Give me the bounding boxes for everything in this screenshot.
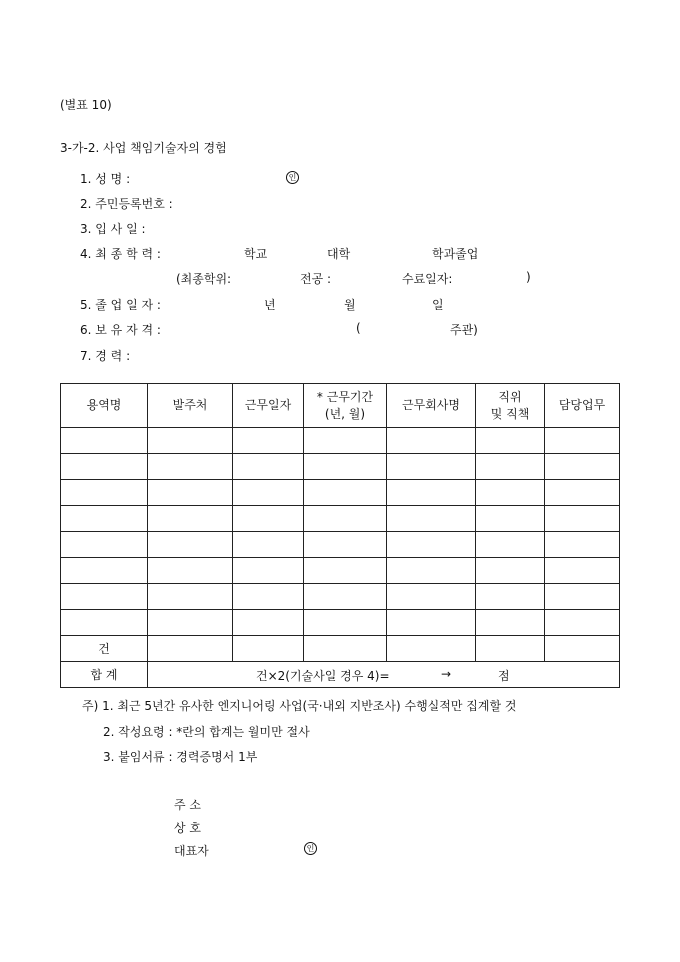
table-cell: [387, 454, 476, 480]
address-label: 주 소: [174, 798, 201, 812]
field-education: [80, 245, 560, 261]
company-label: 상 호: [174, 821, 201, 835]
table-row: [61, 480, 620, 506]
arrow-icon: →: [441, 667, 452, 681]
table-cell: [304, 610, 387, 636]
qualification-open-paren: (: [356, 321, 361, 335]
major-text: 전공 :: [300, 272, 332, 286]
table-cell: [61, 558, 148, 584]
note-1: 주) 1. 최근 5년간 유사한 엔지니어링 사업(국·내외 지반조사) 수행실적만 집계할 것: [82, 699, 517, 713]
table-row: [61, 506, 620, 532]
header-position: 직위 및 직책: [476, 384, 545, 428]
seal-icon: 인: [286, 171, 299, 184]
table-row: [61, 610, 620, 636]
note-2: 2. 작성요령 : *란의 합계는 월미만 절사: [103, 725, 310, 739]
degree-close-paren: ): [526, 270, 531, 284]
table-cell: [545, 480, 620, 506]
table-row: [61, 454, 620, 480]
table-cell: [545, 506, 620, 532]
total-formula-cell: [148, 662, 620, 688]
total-formula: 건×2(기술사일 경우 4)=: [256, 669, 390, 683]
table-cell: [545, 454, 620, 480]
section-title: 3-가-2. 사업 책임기술자의 경험: [60, 141, 227, 155]
table-cell: [387, 428, 476, 454]
table-cell: [61, 584, 148, 610]
table-cell: [476, 610, 545, 636]
table-cell: [476, 480, 545, 506]
annex-number: (별표 10): [60, 98, 112, 112]
count-row: [61, 636, 620, 662]
school-text: 학교: [244, 247, 268, 261]
points-label: 점: [498, 669, 510, 683]
table-cell: [387, 610, 476, 636]
note-3: 3. 붙임서류 : 경력증명서 1부: [103, 750, 258, 764]
table-cell: [233, 584, 304, 610]
table-cell: [233, 610, 304, 636]
table-cell: [148, 506, 233, 532]
table-cell: [545, 584, 620, 610]
table-cell: [61, 428, 148, 454]
table-cell: [148, 428, 233, 454]
table-row: [61, 428, 620, 454]
department-text: 학과졸업: [432, 247, 479, 261]
table-cell: [545, 428, 620, 454]
table-cell: [148, 454, 233, 480]
table-cell: [304, 584, 387, 610]
university-text: 대학: [327, 247, 351, 261]
table-cell: [148, 610, 233, 636]
representative-label: 대표자: [174, 844, 209, 858]
table-cell: [476, 558, 545, 584]
table-cell: [61, 532, 148, 558]
field-qualification-label: 6. 보 유 자 격 :: [80, 323, 161, 337]
field-resident-number-label: 2. 주민등록번호 :: [80, 197, 173, 211]
table-cell: [61, 480, 148, 506]
header-project-name: 용역명: [61, 384, 148, 428]
table-cell: [387, 636, 476, 662]
table-cell: [61, 506, 148, 532]
header-work-date: 근무일자: [233, 384, 304, 428]
month-text: 월: [344, 298, 356, 312]
table-cell: [476, 636, 545, 662]
table-row: [61, 532, 620, 558]
table-cell: [233, 558, 304, 584]
day-text: 일: [432, 298, 444, 312]
table-cell: [304, 636, 387, 662]
table-row: [61, 558, 620, 584]
table-cell: [476, 454, 545, 480]
total-row: [61, 662, 620, 688]
table-cell: [148, 532, 233, 558]
total-label: 합 계: [61, 662, 148, 688]
count-label: 건: [61, 636, 148, 662]
table-cell: [387, 506, 476, 532]
table-cell: [387, 480, 476, 506]
completion-date-text: 수료일자:: [402, 272, 453, 286]
table-cell: [61, 610, 148, 636]
table-cell: [233, 428, 304, 454]
table-cell: [304, 454, 387, 480]
field-qualification: [80, 321, 500, 337]
table-cell: [148, 558, 233, 584]
table-cell: [387, 558, 476, 584]
table-cell: [148, 636, 233, 662]
table-cell: [545, 610, 620, 636]
field-name: [80, 170, 480, 186]
table-header-row: [61, 384, 620, 428]
table-cell: [233, 454, 304, 480]
header-work-period: * 근무기간 (년, 월): [304, 384, 387, 428]
table-cell: [233, 480, 304, 506]
table-cell: [304, 428, 387, 454]
table-cell: [545, 558, 620, 584]
table-cell: [304, 506, 387, 532]
table-cell: [148, 584, 233, 610]
field-name-label: 1. 성 명 :: [80, 172, 131, 186]
table-cell: [233, 506, 304, 532]
field-join-date-label: 3. 입 사 일 :: [80, 222, 146, 236]
year-text: 년: [264, 298, 276, 312]
header-company-name: 근무회사명: [387, 384, 476, 428]
table-cell: [304, 558, 387, 584]
table-row: [61, 584, 620, 610]
table-cell: [304, 532, 387, 558]
career-table: [60, 383, 620, 688]
seal-icon: 인: [304, 842, 317, 855]
table-cell: [304, 480, 387, 506]
table-cell: [148, 480, 233, 506]
table-cell: [387, 532, 476, 558]
field-career-label: 7. 경 력 :: [80, 349, 131, 363]
table-cell: [545, 636, 620, 662]
table-cell: [233, 532, 304, 558]
header-client: 발주처: [148, 384, 233, 428]
field-graduation-date: [80, 296, 480, 312]
table-cell: [476, 532, 545, 558]
field-degree-line: [80, 270, 560, 286]
field-education-label: 4. 최 종 학 력 :: [80, 247, 161, 261]
field-graduation-date-label: 5. 졸 업 일 자 :: [80, 298, 161, 312]
table-cell: [387, 584, 476, 610]
table-cell: [476, 428, 545, 454]
header-duty: 담당업무: [545, 384, 620, 428]
table-cell: [233, 636, 304, 662]
table-cell: [476, 584, 545, 610]
table-cell: [61, 454, 148, 480]
degree-text: (최종학위:: [176, 272, 232, 286]
host-text: 주관): [450, 323, 478, 337]
table-cell: [545, 532, 620, 558]
table-cell: [476, 506, 545, 532]
